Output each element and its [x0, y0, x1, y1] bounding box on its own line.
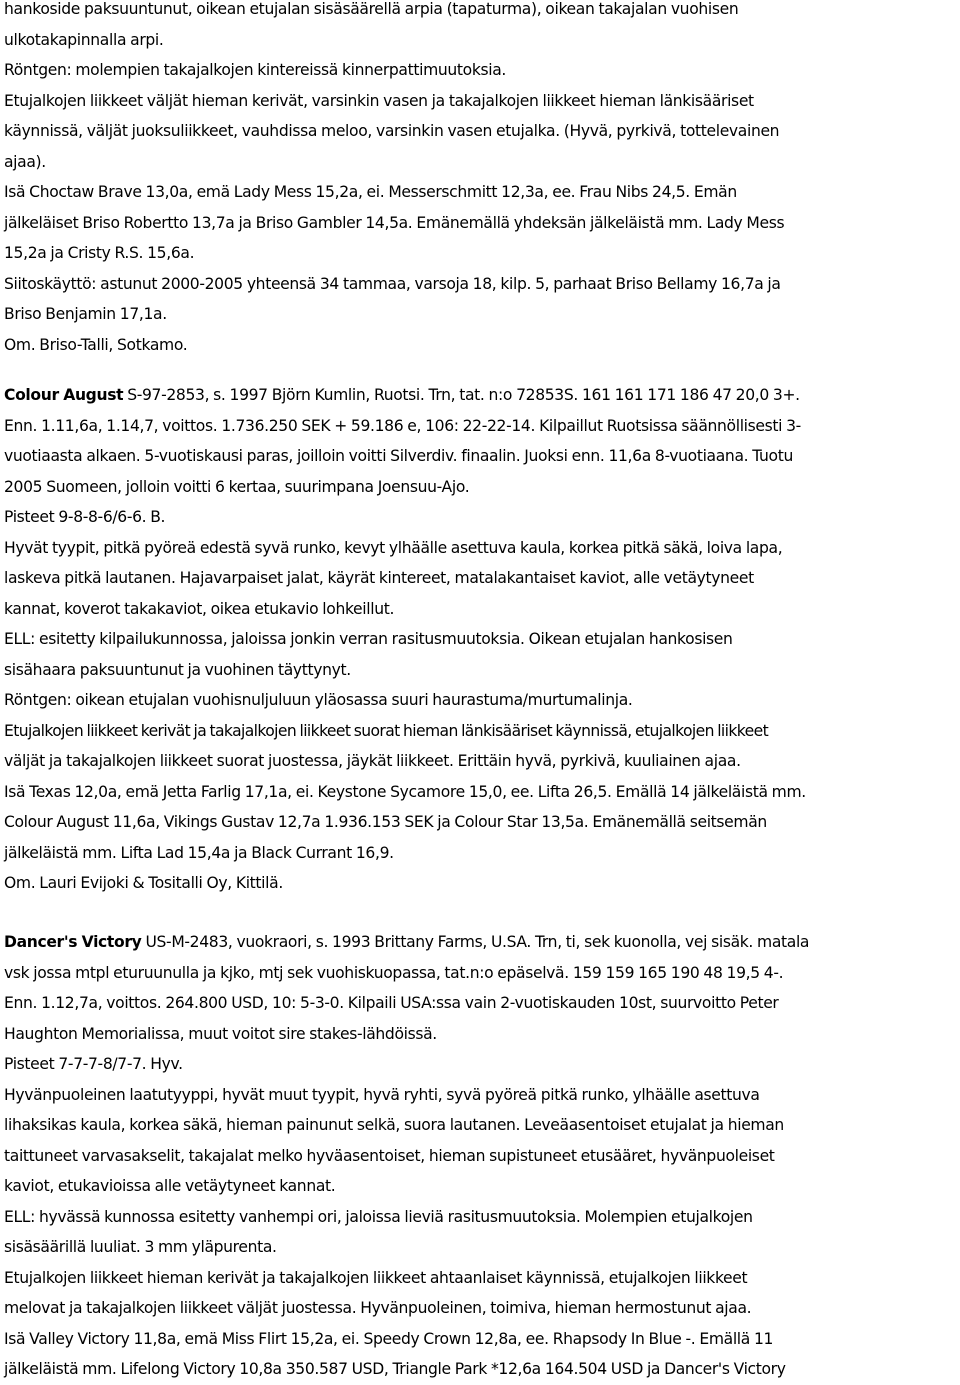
text-line: sisäsäärillä luuliat. 3 mm yläpurenta. — [4, 1238, 277, 1256]
text-line: taittuneet varvasakselit, takajalat melko hyväasentoiset, hieman supistuneet etusääret, hyvänpuoleiset — [4, 1146, 775, 1165]
text-line: 2005 Suomeen, jolloin voitti 6 kertaa, suurimpana Joensuu-Ajo. — [4, 477, 470, 496]
text-line: jälkeläistä mm. Lifta Lad 15,4a ja Black Currant 16,9. — [4, 843, 394, 862]
text-line: sisähaara paksuuntunut ja vuohinen täyttynyt. — [4, 660, 351, 679]
text-line: ELL: hyvässä kunnossa esitetty vanhempi ori, jaloissa lieviä rasitusmuutoksia. Molempien etujalkojen — [4, 1207, 753, 1226]
text-line: jälkeläistä mm. Lifelong Victory 10,8a 350.587 USD, Triangle Park *12,6a 164.504 USD ja Dancer's Victory — [4, 1360, 786, 1378]
text-line: Enn. 1.12,7a, voittos. 264.800 USD, 10: 5-3-0. Kilpaili USA:ssa vain 2-vuotiskauden 10st, suurvoitto Peter — [4, 994, 779, 1012]
text-line: vuotiaasta alkaen. 5-vuotiskausi paras, joilloin voitti Silverdiv. finaalin. Juoksi enn. 11,6a 8-vuotiaana. Tuotu — [4, 447, 793, 465]
text-line: lihaksikas kaula, korkea säkä, hieman painunut selkä, suora lautanen. Leveäasentoiset etujalat ja hieman — [4, 1116, 784, 1134]
text-line: Om. Lauri Evijoki & Tositalli Oy, Kittilä. — [4, 874, 283, 892]
text-line: Haughton Memorialissa, muut voitot sire stakes-lähdöissä. — [4, 1024, 437, 1043]
entry-heading-line — [4, 927, 958, 958]
entry-colour-august — [4, 380, 960, 899]
text-line: kaviot, etukavioissa alle vetäytyneet kannat. — [4, 1177, 336, 1195]
entry-previous-horse — [4, 0, 960, 360]
horse-name: Dancer's Victory — [4, 933, 142, 951]
text-line: hankoside paksuuntunut, oikean etujalan sisäsäärellä arpia (tapaturma), oikean takajalan vuohisen — [4, 0, 739, 18]
text-line: Briso Benjamin 17,1a. — [4, 305, 167, 323]
text-line: ajaa). — [4, 152, 46, 171]
text-line: käynnissä, väljät juoksuliikkeet, vauhdissa meloo, varsinkin vasen etujalka. (Hyvä, pyrkivä, tottelevainen — [4, 122, 780, 140]
text-line: ulkotakapinnalla arpi. — [4, 30, 164, 49]
text-line: Siitoskäyttö: astunut 2000-2005 yhteensä 34 tammaa, varsoja 18, kilp. 5, parhaat Briso Bellamy 16,7a ja — [4, 274, 781, 293]
text-line: Isä Valley Victory 11,8a, emä Miss Flirt 15,2a, ei. Speedy Crown 12,8a, ee. Rhapsody In Blue -. Emällä 11 — [4, 1329, 774, 1348]
text-line: Colour August 11,6a, Vikings Gustav 12,7a 1.936.153 SEK ja Colour Star 13,5a. Emänemällä seitsemän — [4, 813, 767, 831]
horse-registration: S-97-2853, s. 1997 Björn Kumlin, Ruotsi. Trn, tat. n:o 72853S. 161 161 171 186 47 20,0 3+. — [123, 386, 800, 404]
text-line: jälkeläiset Briso Robertto 13,7a ja Briso Gambler 14,5a. Emänemällä yhdeksän jälkeläistä mm. Lady Mess — [4, 213, 785, 232]
text-line: Pisteet 9-8-8-6/6-6. B. — [4, 508, 166, 526]
text-line: vsk jossa mtpl eturuunulla ja kjko, mtj sek vuohiskuopassa, tat.n:o epäselvä. 159 159 165 190 48 19,5 4-. — [4, 963, 784, 982]
text-line: Hyvänpuoleinen laatutyyppi, hyvät muut tyypit, hyvä ryhti, syvä pyöreä pitkä runko, ylhäälle asettuva — [4, 1085, 760, 1104]
text-line: Isä Texas 12,0a, emä Jetta Farlig 17,1a, ei. Keystone Sycamore 15,0, ee. Lifta 26,5. Emällä 14 jälkeläistä mm. — [4, 782, 806, 801]
text-line: Etujalkojen liikkeet väljät hieman kerivät, varsinkin vasen ja takajalkojen liikkeet hieman länkisääriset — [4, 91, 754, 110]
text-line: ELL: esitetty kilpailukunnossa, jaloissa jonkin verran rasitusmuutoksia. Oikean etujalan hankosisen — [4, 630, 733, 648]
entry-dancers-victory — [4, 927, 960, 1385]
horse-name: Colour August — [4, 386, 124, 404]
text-line: Isä Choctaw Brave 13,0a, emä Lady Mess 15,2a, ei. Messerschmitt 12,3a, ee. Frau Nibs 24,5. Emän — [4, 183, 737, 201]
text-line: kannat, koverot takakaviot, oikea etukavio lohkeillut. — [4, 599, 395, 618]
text-line: 15,2a ja Cristy R.S. 15,6a. — [4, 244, 195, 262]
text-line: melovat ja takajalkojen liikkeet väljät juostessa. Hyvänpuoleinen, toimiva, hieman hermostunut ajaa. — [4, 1299, 752, 1317]
text-line: Etujalkojen liikkeet hieman kerivät ja takajalkojen liikkeet ahtaanlaiset käynnissä, etujalkojen liikkeet — [4, 1268, 748, 1287]
text-line: Enn. 1.11,6a, 1.14,7, voittos. 1.736.250 SEK + 59.186 e, 106: 22-22-14. Kilpaillut Ruotsissa säännöllisesti 3- — [4, 416, 801, 435]
horse-registration: US-M-2483, vuokraori, s. 1993 Brittany Farms, U.SA. Trn, ti, sek kuonolla, vej sisäk. matala — [141, 933, 810, 951]
text-line: Om. Briso-Talli, Sotkamo. — [4, 335, 188, 354]
text-line: Pisteet 7-7-7-8/7-7. Hyv. — [4, 1055, 183, 1073]
text-line: väljät ja takajalkojen liikkeet suorat juostessa, jäykät liikkeet. Erittäin hyvä, pyrkivä, kuuliainen ajaa. — [4, 752, 741, 770]
text-line: Röntgen: molempien takajalkojen kintereissä kinnerpattimuutoksia. — [4, 61, 507, 79]
text-line: Etujalkojen liikkeet kerivät ja takajalkojen liikkeet suorat hieman länkisääriset käynnissä, etujalkojen liikkeet — [4, 721, 769, 740]
entry-heading-line — [4, 380, 958, 411]
text-line: Hyvät tyypit, pitkä pyöreä edestä syvä runko, kevyt ylhäälle asettuva kaula, korkea pitkä säkä, loiva lapa, — [4, 538, 783, 557]
text-line: laskeva pitkä lautanen. Hajavarpaiset jalat, käyrät kintereet, matalakantaiset kaviot, alle vetäytyneet — [4, 569, 754, 587]
text-line: Röntgen: oikean etujalan vuohisnuljuluun yläosassa suuri haurastuma/murtumalinja. — [4, 691, 633, 709]
